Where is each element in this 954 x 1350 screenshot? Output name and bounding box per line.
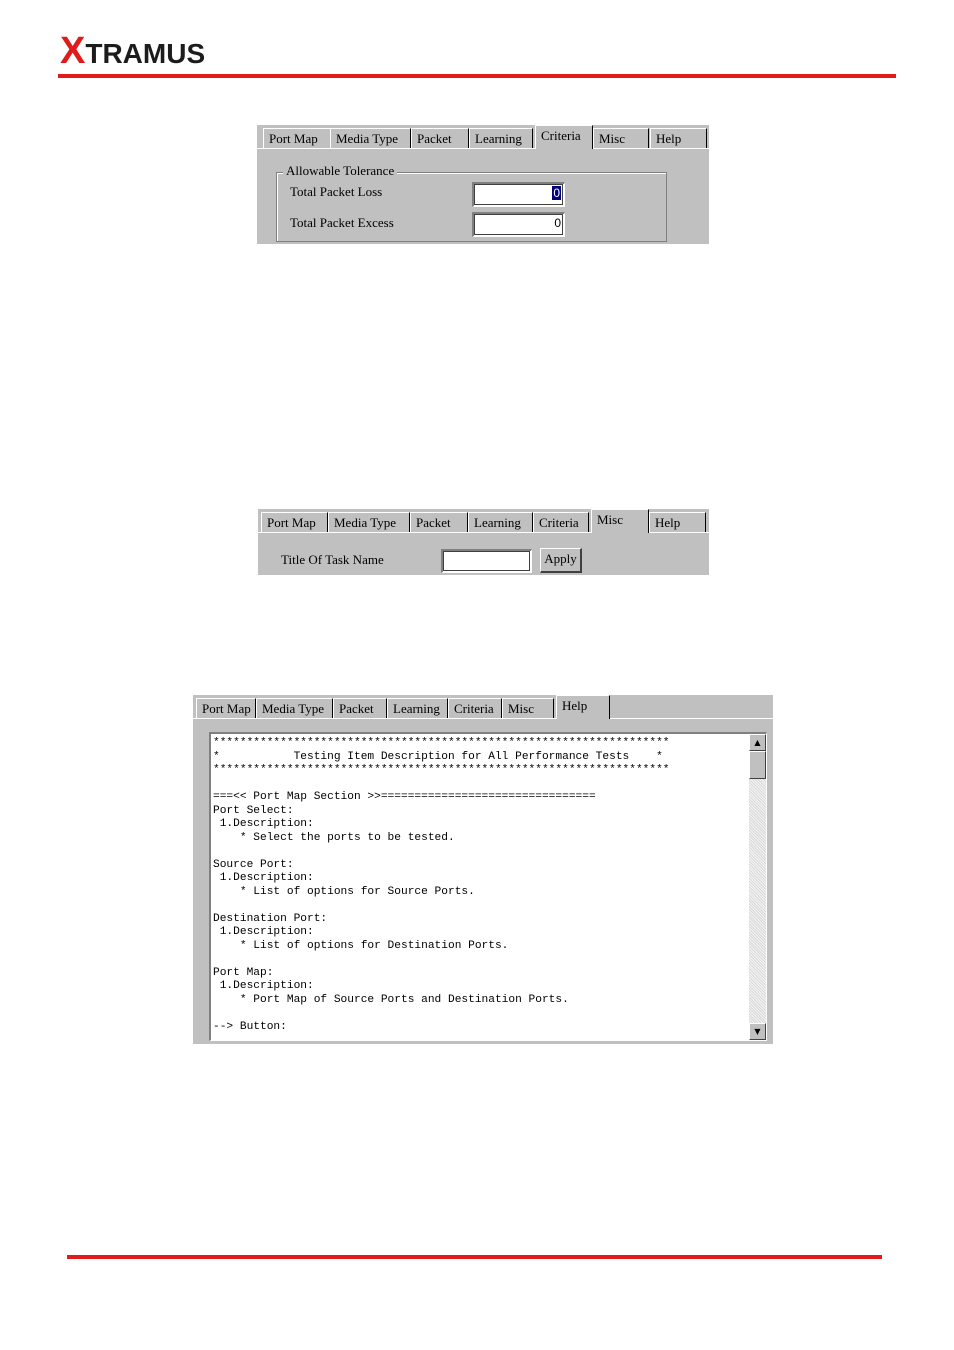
total-packet-loss-label: Total Packet Loss xyxy=(290,184,383,199)
tab-criteria[interactable]: Criteria xyxy=(533,512,589,532)
group-title: Allowable Tolerance xyxy=(283,163,397,179)
arrow-up-icon[interactable]: ▲ xyxy=(749,734,766,751)
tab-port-map[interactable]: Port Map xyxy=(263,128,331,148)
help-text: ******************************************************************** * Testing Item Description for All Performance Tests * ******************************************************************** ===<< Port Map Section >>================================ Port Select: 1.Description: * Select the ports to be tested. Source Port: 1.Description: * List of options for Source Ports. Destination Port: 1.Description: * List of options for Destination Ports. Port Map: 1.Description: * Port Map of Source Ports and Destination Ports. --> Button: xyxy=(213,737,670,1033)
tab-port-map[interactable]: Port Map xyxy=(261,512,328,532)
xtramus-logo xyxy=(60,32,205,70)
tab-packet[interactable]: Packet xyxy=(333,698,387,718)
tab-packet[interactable]: Packet xyxy=(411,128,469,148)
tab-criteria[interactable]: Criteria xyxy=(448,698,502,718)
help-panel xyxy=(193,695,773,1044)
total-packet-excess-input[interactable]: 0 xyxy=(472,212,565,237)
tab-media-type[interactable]: Media Type xyxy=(328,512,410,532)
footer-divider xyxy=(67,1255,882,1259)
total-packet-loss-input[interactable] xyxy=(472,182,565,207)
tab-help[interactable]: Help xyxy=(650,128,707,148)
tab-misc[interactable]: Misc xyxy=(502,698,554,718)
tab-learning[interactable]: Learning xyxy=(469,128,533,148)
tab-port-map[interactable]: Port Map xyxy=(196,698,256,718)
scroll-thumb[interactable] xyxy=(749,751,766,779)
tab-criteria[interactable]: Criteria xyxy=(535,125,593,149)
selected-value: 0 xyxy=(553,186,560,200)
misc-panel xyxy=(258,509,709,575)
arrow-down-icon[interactable]: ▼ xyxy=(749,1023,766,1040)
apply-button[interactable]: Apply xyxy=(540,548,582,573)
total-packet-excess-label: Total Packet Excess xyxy=(290,215,394,230)
tab-misc[interactable]: Misc xyxy=(591,509,649,533)
title-of-task-name-label: Title Of Task Name xyxy=(281,552,384,567)
vertical-scrollbar[interactable] xyxy=(749,734,766,1040)
tab-misc[interactable]: Misc xyxy=(593,128,649,148)
header-divider xyxy=(58,74,896,78)
tab-learning[interactable]: Learning xyxy=(468,512,533,532)
help-text-area[interactable] xyxy=(209,732,767,1041)
task-name-input[interactable] xyxy=(441,549,532,573)
tab-packet[interactable]: Packet xyxy=(410,512,468,532)
tab-help[interactable]: Help xyxy=(556,695,610,719)
criteria-panel xyxy=(257,125,709,244)
tab-learning[interactable]: Learning xyxy=(387,698,448,718)
logo-x: X xyxy=(60,30,86,72)
tab-help[interactable]: Help xyxy=(649,512,706,532)
logo-text: TRAMUS xyxy=(85,38,206,69)
tab-media-type[interactable]: Media Type xyxy=(256,698,333,718)
tab-media-type[interactable]: Media Type xyxy=(330,128,411,148)
